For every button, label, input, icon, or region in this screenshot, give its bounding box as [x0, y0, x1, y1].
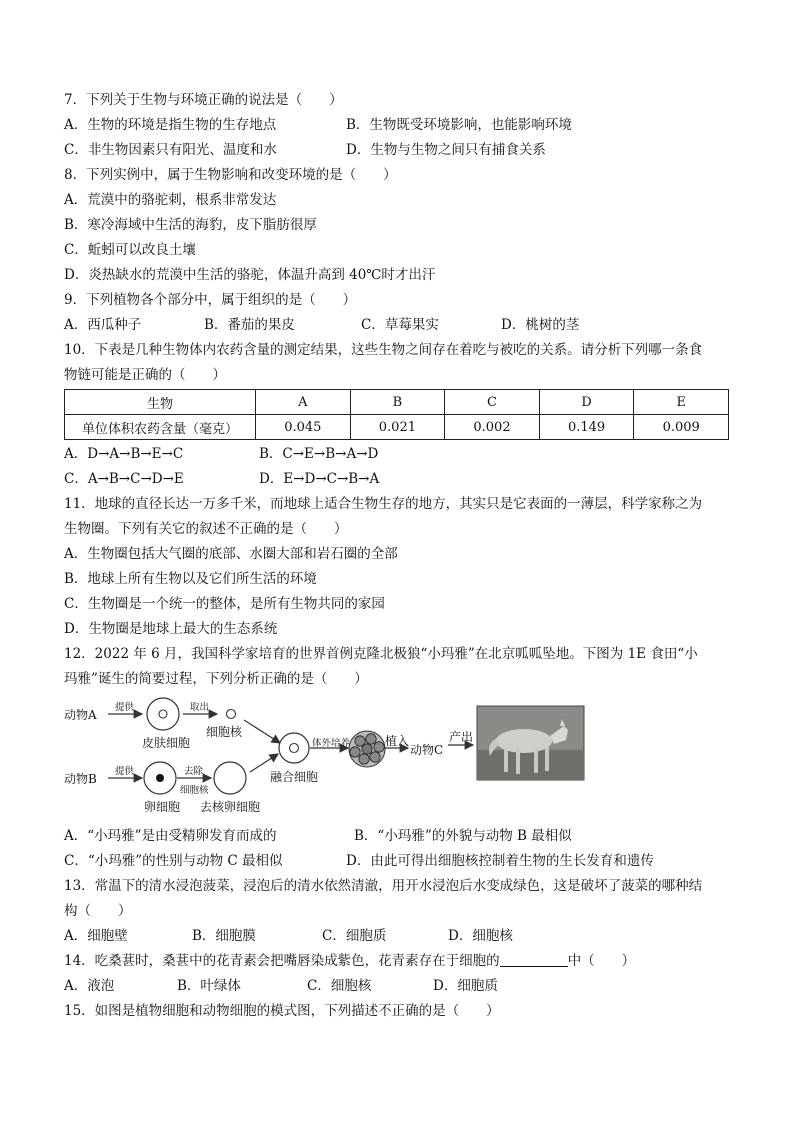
- label-animal-c: 动物C: [410, 743, 444, 757]
- egg-cell-nucleus-shape: [156, 774, 164, 782]
- q7-options-row1: [64, 113, 734, 138]
- table-header-cell: A: [256, 390, 351, 415]
- q14-option-b: B．叶绿体: [177, 978, 241, 994]
- table-header-cell: B: [350, 390, 445, 415]
- q7-stem: 7．下列关于生物与环境正确的说法是（ ）: [64, 92, 343, 108]
- q10-option-d: D．E→D→C→B→A: [259, 471, 380, 487]
- q9-option-d: D．桃树的茎: [501, 317, 580, 333]
- q8-option-c: C．蚯蚓可以改良土壤: [64, 242, 196, 258]
- q12-option-b: B．“小玛雅”的外貌与动物 B 最相似: [354, 828, 572, 844]
- label-enucleated-egg: 去核卵细胞: [200, 800, 261, 814]
- q13-options: [64, 924, 734, 949]
- q13-option-d: D．细胞核: [448, 928, 513, 944]
- table-header-row: [65, 390, 729, 415]
- label-egg-cell: 卵细胞: [144, 800, 181, 814]
- table-header-cell: E: [634, 390, 729, 415]
- extracted-nucleus-shape: [227, 710, 236, 719]
- q10-option-b: B．C→E→B→A→D: [259, 446, 379, 462]
- q9-options: [64, 313, 734, 338]
- q10-stem-line2: 物链可能是正确的（ ）: [64, 367, 226, 383]
- table-cell: 单位体积农药含量（毫克）: [65, 415, 256, 440]
- table-cell: 0.009: [634, 415, 729, 440]
- label-take-out: 取出: [190, 702, 210, 713]
- fused-cell-nucleus-shape: [290, 744, 299, 753]
- label-in-vitro: 体外培养: [312, 738, 351, 749]
- q14-option-d: D．细胞质: [433, 978, 498, 994]
- q11-option-b: B．地球上所有生物以及它们所生活的环境: [64, 571, 317, 587]
- q14-stem-pre: 14．吃桑葚时，桑葚中的花青素会把嘴唇染成紫色，花青素存在于细胞的: [64, 953, 500, 969]
- q9-option-c: C．草莓果实: [361, 317, 439, 333]
- label-skin-cell: 皮肤细胞: [142, 736, 191, 750]
- table-cell: 0.021: [350, 415, 445, 440]
- q7-option-a: A．生物的环境是指生物的生存地点: [64, 117, 277, 133]
- q7-options-row2: [64, 138, 734, 163]
- q9-option-b: B．番茄的果皮: [204, 317, 295, 333]
- q11-option-d: D．生物圈是地球上最大的生态系统: [64, 621, 278, 637]
- label-implant: 植入: [385, 734, 410, 748]
- q10-option-c: C．A→B→C→D→E: [64, 471, 184, 487]
- q12-option-c: C．“小玛雅”的性别与动物 C 最相似: [64, 853, 283, 869]
- q14-option-c: C．细胞核: [307, 978, 372, 994]
- q15-stem: 15．如图是植物细胞和动物细胞的模式图，下列描述不正确的是（ ）: [64, 1003, 500, 1019]
- embryo-cluster-shape: [349, 731, 385, 767]
- q13-option-b: B．细胞膜: [192, 928, 256, 944]
- q14-options: [64, 974, 734, 999]
- q7-option-c: C．非生物因素只有阳光、温度和水: [64, 142, 277, 158]
- label-animal-b: 动物B: [64, 772, 97, 786]
- label-animal-a: 动物A: [64, 708, 97, 722]
- table-row: [65, 415, 729, 440]
- q11-option-c: C．生物圈是一个统一的整体，是所有生物共同的家园: [64, 596, 385, 612]
- q12-option-d: D．由此可得出细胞核控制着生物的生长发育和遗传: [346, 853, 654, 869]
- arrow-nucleus-to-fused: [244, 720, 280, 743]
- q12-stem-line1: 12．2022 年 6 月，我国科学家培育的世界首例克隆北极狼“小玛雅”在北京呱呱坠地。下图为 1E 食田“小: [64, 646, 698, 662]
- q8-option-b: B．寒冷海域中生活的海豹，皮下脂肪很厚: [64, 217, 317, 233]
- label-provide-b: 提供: [115, 766, 135, 777]
- q13-option-a: A．细胞壁: [64, 928, 128, 944]
- table-cell: 0.045: [256, 415, 351, 440]
- table-header-cell: C: [445, 390, 540, 415]
- label-fused-cell: 融合细胞: [270, 770, 319, 784]
- q13-stem-line2: 构（ ）: [64, 903, 132, 919]
- skin-cell-nucleus-shape: [159, 710, 167, 718]
- q9-stem: 9．下列植物各个部分中，属于组织的是（ ）: [64, 292, 357, 308]
- q14-stem-post: 中（ ）: [567, 953, 636, 969]
- q10-options-row1: [64, 442, 734, 467]
- q11-stem-line1: 11．地球的直径长达一万多千米，而地球上适合生物生存的地方，其实只是它表面的一薄层，科学家称之为: [64, 496, 703, 512]
- q12-option-a: A．“小玛雅”是由受精卵发育而成的: [64, 828, 277, 844]
- pesticide-table: [64, 389, 729, 440]
- q9-option-a: A．西瓜种子: [64, 317, 142, 333]
- q13-option-c: C．细胞质: [322, 928, 387, 944]
- q14-answer-blank: [500, 950, 568, 967]
- label-provide-a: 提供: [115, 702, 135, 713]
- table-cell: 0.149: [539, 415, 634, 440]
- wolf-photo: [477, 706, 584, 780]
- q11-option-a: A．生物圈包括大气圈的底部、水圈大部和岩石圈的全部: [64, 546, 398, 562]
- q7-option-d: D．生物与生物之间只有捕食关系: [346, 142, 546, 158]
- q12-stem-line2: 玛雅”诞生的简要过程，下列分析正确的是（ ）: [64, 671, 368, 687]
- cloning-process-figure: [64, 692, 734, 824]
- q10-options-row2: [64, 467, 734, 492]
- table-header-cell: D: [539, 390, 634, 415]
- q8-option-d: D．炎热缺水的荒漠中生活的骆驼，体温升高到 40℃时才出汗: [64, 267, 436, 283]
- exam-page: [64, 88, 734, 1024]
- enucleated-egg-shape: [214, 762, 246, 794]
- q13-stem-line1: 13．常温下的清水浸泡菠菜，浸泡后的清水依然清澈，用开水浸泡后水变成绿色，这是破坏了菠菜的哪种结: [64, 878, 703, 894]
- q14-stem: [64, 949, 734, 974]
- label-remove: 去除: [184, 766, 204, 777]
- q14-option-a: A．液泡: [64, 978, 115, 994]
- q8-stem: 8．下列实例中，属于生物影响和改变环境的是（ ）: [64, 167, 397, 183]
- q7-option-b: B．生物既受环境影响，也能影响环境: [346, 117, 572, 133]
- q11-stem-line2: 生物圈。下列有关它的叙述不正确的是（ ）: [64, 521, 348, 537]
- q12-options-row2: [64, 849, 734, 874]
- q12-options-row1: [64, 824, 734, 849]
- q8-option-a: A．荒漠中的骆驼刺，根系非常发达: [64, 192, 277, 208]
- label-nucleus-small: 细胞核: [180, 785, 209, 796]
- label-nucleus: 细胞核: [206, 725, 243, 739]
- q10-option-a: A．D→A→B→E→C: [64, 446, 184, 462]
- table-header-cell: 生物: [65, 390, 256, 415]
- table-cell: 0.002: [445, 415, 540, 440]
- q10-stem-line1: 10．下表是几种生物体内农药含量的测定结果，这些生物之间存在着吃与被吃的关系。请分析下列哪一条食: [64, 342, 703, 358]
- label-produce: 产出: [449, 730, 474, 744]
